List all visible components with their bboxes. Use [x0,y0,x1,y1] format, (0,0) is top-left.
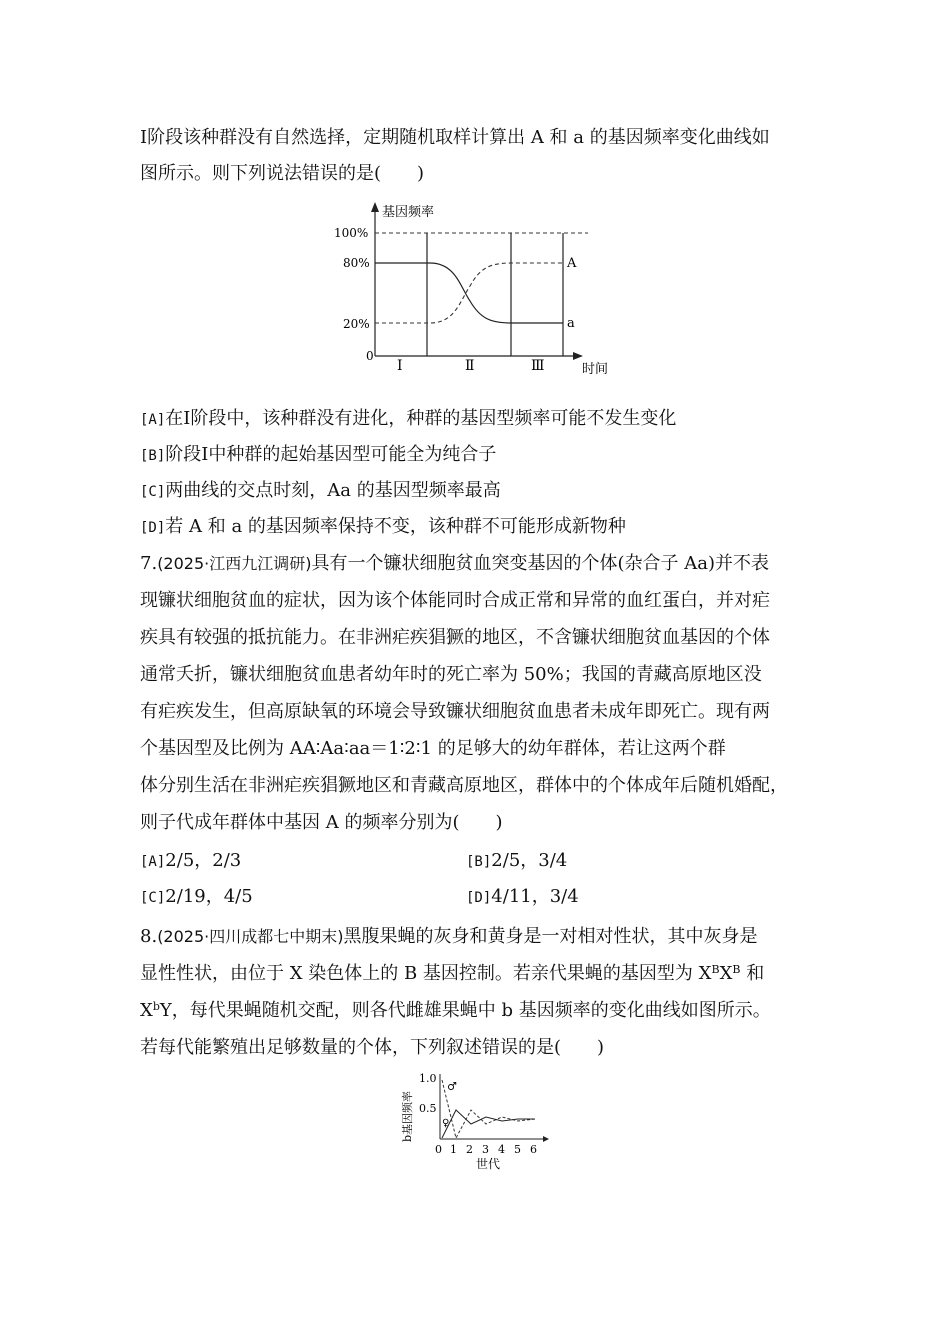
tick-100: 100% [334,226,369,240]
question-number: 8. [140,926,158,947]
x-axis-arrow [543,1136,549,1142]
q7-option-c[interactable] [140,885,253,910]
y-axis-label: 基因频率 [382,205,435,220]
ytick-0: 0 [435,1143,442,1156]
q7-option-d[interactable] [466,885,579,910]
stem-text: 具有一个镰状细胞贫血突变基因的个体(杂合子 Aa)并不表 [311,553,769,574]
option-tag: [C] [140,890,166,906]
option-text: 两曲线的交点时刻，Aa 的基因型频率最高 [165,480,501,501]
label-A: A [567,256,577,271]
tick-20: 20% [343,317,370,331]
xtick-2: 2 [466,1143,473,1156]
label-a: a [567,316,575,331]
xtick-4: 4 [498,1143,505,1156]
figure-b-gene-frequency [395,1068,555,1174]
x-axis-label: 世代 [476,1157,501,1171]
stem-text: Y，每代果蝇随机交配，则各代雌雄果蝇中 b 基因频率的变化曲线如图所示。 [159,1000,771,1021]
option-tag: [B] [140,448,166,464]
q7-stem-line-2: 现镰状细胞贫血的症状，因为该个体能同时合成正常和异常的血红蛋白，并对疟 [140,590,770,611]
option-text: 2/5，2/3 [165,850,242,871]
q8-stem-line-4: 若每代能繁殖出足够数量的个体，下列叙述错误的是( ) [140,1037,605,1058]
option-tag: [B] [466,854,492,870]
curve-A [375,263,563,323]
curve-a [375,263,563,323]
stage-3: Ⅲ [531,358,545,374]
tick-0: 0 [366,349,374,363]
xtick-5: 5 [514,1143,521,1156]
series-female [442,1110,535,1138]
tick-80: 80% [343,256,370,270]
q7-option-a[interactable] [140,849,241,874]
option-text: 在Ⅰ阶段中，该种群没有进化，种群的基因型频率可能不发生变化 [165,408,677,429]
xtick-1: 1 [450,1143,457,1156]
stem-text: X [140,1000,153,1021]
stem-text: 显性性状，由位于 X 染色体上的 B 基因控制。若亲代果蝇的基因型为 X [140,963,712,984]
x-axis-arrow [573,352,583,360]
option-tag: [A] [140,412,166,428]
q8-stem-line-1 [140,925,757,949]
q6-option-b[interactable] [140,443,496,468]
stage-1: Ⅰ [397,358,403,374]
ytick-1: 1.0 [419,1072,437,1085]
option-text: 2/19，4/5 [165,886,253,907]
male-symbol: ♂ [447,1080,457,1093]
superscript: B [732,963,741,976]
option-tag: [D] [466,890,492,906]
option-text: 4/11，3/4 [491,886,579,907]
figure-gene-frequency [330,196,630,382]
x-axis-label: 时间 [582,362,609,377]
q8-stem-line-2 [140,962,764,986]
q7-stem-line-8: 则子代成年群体中基因 A 的频率分别为( ) [140,812,503,833]
q6-option-c[interactable] [140,479,501,504]
option-text: 若 A 和 a 的基因频率保持不变，该种群不可能形成新物种 [165,516,626,537]
option-text: 阶段Ⅰ中种群的起始基因型可能全为纯合子 [165,444,497,465]
option-text: 2/5，3/4 [491,850,568,871]
q6-option-a[interactable] [140,407,676,432]
q7-option-b[interactable] [466,849,567,874]
q7-stem-line-6: 个基因型及比例为 AA∶Aa∶aa＝1∶2∶1 的足够大的幼年群体，若让这两个群 [140,738,726,759]
q7-stem-line-5: 有疟疾发生，但高原缺氧的环境会导致镰状细胞贫血患者未成年即死亡。现有两 [140,701,770,722]
xtick-6: 6 [530,1143,537,1156]
stem-text: 黑腹果蝇的灰身和黄身是一对相对性状，其中灰身是 [343,926,758,947]
q7-stem-line-1 [140,552,769,576]
stage-2: Ⅱ [465,358,475,374]
question-source: (2025·江西九江调研) [157,554,312,573]
question-source: (2025·四川成都七中期末) [157,927,344,946]
superscript: B [711,963,720,976]
q6-stem-line-1: Ⅰ阶段该种群没有自然选择，定期随机取样计算出 A 和 a 的基因频率变化曲线如 [140,127,770,148]
female-symbol: ♀ [442,1118,450,1129]
question-number: 7. [140,553,158,574]
q6-option-d[interactable] [140,515,626,540]
q7-stem-line-4: 通常夭折，镰状细胞贫血患者幼年时的死亡率为 50%；我国的青藏高原地区没 [140,664,762,685]
ytick-05: 0.5 [419,1102,437,1115]
option-tag: [A] [140,854,166,870]
y-axis-arrow [371,202,379,212]
q7-stem-line-7: 体分别生活在非洲疟疾猖獗地区和青藏高原地区，群体中的个体成年后随机婚配， [140,775,788,796]
q6-stem-line-2: 图所示。则下列说法错误的是( ) [140,163,425,184]
superscript: b [152,1000,160,1013]
stem-text: X [719,963,733,984]
option-tag: [C] [140,484,166,500]
xtick-3: 3 [482,1143,489,1156]
stem-text: 和 [740,963,765,984]
q7-stem-line-3: 疾具有较强的抵抗能力。在非洲疟疾猖獗的地区，不含镰状细胞贫血基因的个体 [140,627,770,648]
option-tag: [D] [140,520,166,536]
y-axis-label: b基因频率 [401,1090,414,1142]
q8-stem-line-3 [140,999,771,1023]
